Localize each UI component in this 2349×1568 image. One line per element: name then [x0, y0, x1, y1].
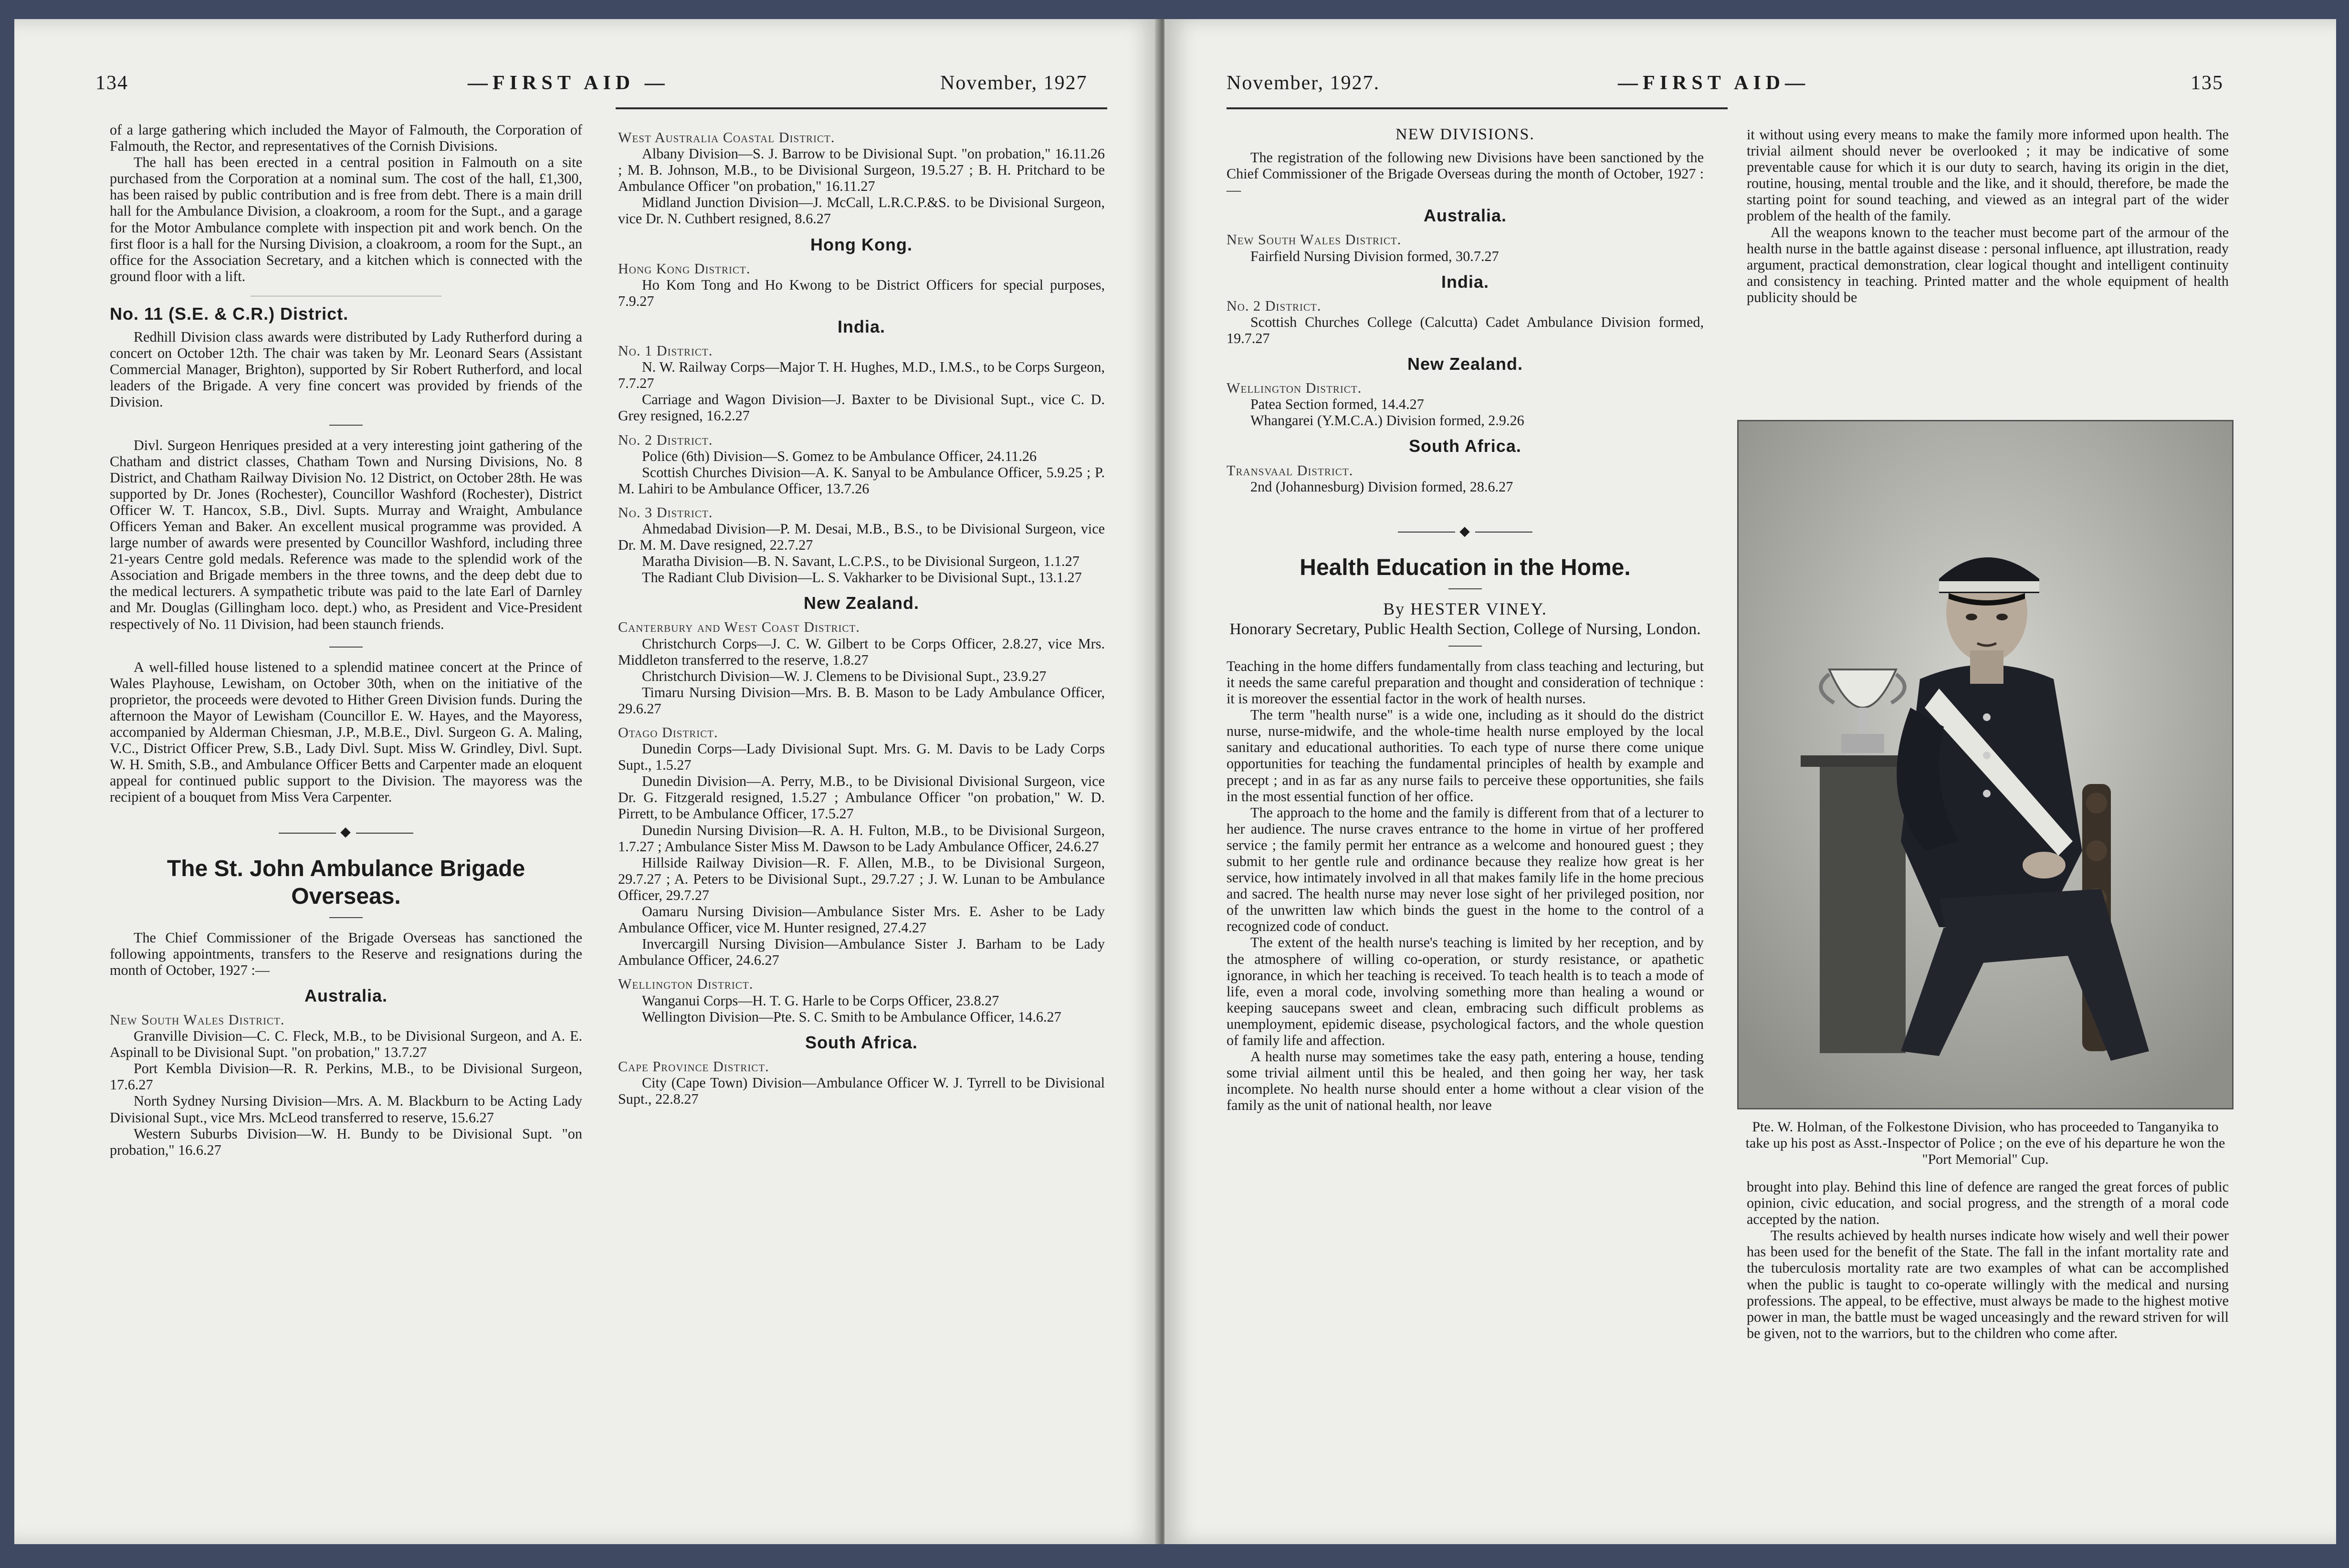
new-divisions-intro: The registration of the following new Divisions have been sanctioned by the Chief Commissioner of the Brigade Overseas during the month of October, 1927 :— [1227, 149, 1704, 199]
otago-district-label: Otago District. [618, 724, 718, 741]
no2-district-label: No. 2 District. [618, 431, 713, 448]
right-head-rule [1227, 107, 1728, 109]
cape-town-entry: City (Cape Town) Division—Ambulance Officer W. J. Tyrrell to be Divisional Supt., 22.8.27 [618, 1074, 1105, 1107]
lewisham-para: A well-filled house listened to a splendid matinee concert at the Prince of Wales Playhouse, Lewisham, on October 30th, when on the initiative of the proprietor, the proceeds were devoted to Hither Green Division funds. During the afternoon the Mayor of Lewisham (Councillor E. W. Hayes, and the Mayoress, accompanied by Alderman Chiesman, J.P., M.B.E., Divl. Surgeon G. A. Maling, V.C., District Officer Prew, S.B., Lady Divl. Supt. Miss W. Grindley, Divl. Supt. W. H. Smith, S.B., and Ambulance Officer Betts and Carpenter made an eloquent appeal for continued public support to the Division. The mayoress was the recipient of a bouquet from Miss Vera Carpenter. [110, 659, 582, 805]
left-column-1 [110, 122, 582, 1158]
author-byline: By HESTER VINEY. [1383, 599, 1547, 618]
wellington-district-label: Wellington District. [1227, 380, 1362, 397]
wa-district-label: West Australia Coastal District. [618, 129, 835, 146]
patea-entry: Patea Section formed, 14.4.27 [1250, 396, 1424, 413]
new-zealand-heading: New Zealand. [1407, 354, 1523, 374]
nw-railway-entry: N. W. Railway Corps—Major T. H. Hughes, M.D., I.M.S., to be Corps Surgeon, 7.7.27 [618, 359, 1105, 392]
falmouth-para-2: The hall has been erected in a central position in Falmouth on a site purchased from the Corporation at a nominal sum. The cost of the hall, £1,300, has been raised by public contribution and is free from debt. There is a main drill hall for the Ambulance Division, a cloakroom, a room for the Supt., and a garage for the Motor Ambulance complete with inspection pit and work bench. On the first floor is a hall for the Nursing Division, a cloakroom, a room for the Supt., an office for the Association Secretary, and a kitchen which is connected with the ground floor with a lift. [110, 154, 582, 284]
timaru-entry: Timaru Nursing Division—Mrs. B. B. Mason to be Lady Ambulance Officer, 29.6.27 [618, 684, 1105, 717]
nsw-district-label: New South Wales District. [1227, 231, 1402, 248]
left-page-number: 134 [95, 72, 128, 94]
falmouth-para-1: of a large gathering which included the Mayor of Falmouth, the Corporation of Falmouth, the Rector, and representatives of the Cornish Divisions. [110, 122, 582, 155]
article-para-1: Teaching in the home differs fundamentally from class teaching and lecturing, but it needs the same careful preparation and thought and consideration of technique : it is moreover the essential factor in the work of health nurses. [1227, 658, 1704, 707]
radiant-club-entry: The Radiant Club Division—L. S. Vakharker to be Divisional Supt., 13.1.27 [642, 569, 1082, 586]
new-zealand-heading: New Zealand. [803, 593, 920, 613]
ho-kom-tong-entry: Ho Kom Tong and Ho Kwong to be District Officers for special purposes, 7.9.27 [618, 276, 1105, 309]
christchurch-corps-entry: Christchurch Corps—J. C. W. Gilbert to be Corps Officer, 2.8.27, vice Mrs. Middleton transferred to the reserve, 1.8.27 [618, 635, 1105, 668]
carriage-wagon-entry: Carriage and Wagon Division—J. Baxter to be Divisional Supt., vice C. D. Grey resigned, 16.2.27 [618, 391, 1105, 424]
divider [329, 425, 363, 426]
left-column-2 [618, 122, 1105, 1107]
dunedin-corps-entry: Dunedin Corps—Lady Divisional Supt. Mrs. G. M. Davis to be Lady Corps Supt., 1.5.27 [618, 741, 1105, 774]
left-issue-date: November, 1927 [940, 72, 1088, 94]
article-para-4: The extent of the health nurse's teaching is limited by her reception, and by the atmosphere of willing co-operation, or sturdy resistance, or apathetic ignorance, in which her teaching is received. To teach health is to teach a mode of life, even a moral code, involving something more than healing a wound or keeping saucepans sweet and clean, embracing such difficult problems as unemployment, epidemic disease, psychological factors, and the whole question of family life and affection. [1227, 934, 1704, 1049]
author-role: Honorary Secretary, Public Health Section, College of Nursing, London. [1229, 620, 1701, 638]
article-continued-para-4: The results achieved by health nurses indicate how wisely and well their power has been used for the benefit of the State. The fall in the infant mortality rate and the tuberculosis mortality rate are two examples of what can be accomplished when the public is taught to co-operate willingly with the medical and nursing professions. The appeal, to be effective, must always be made to the highest motive power in man, the battle must be waged unceasingly and the reward striven for will be given, not to the warriors, but to the children who come after. [1747, 1227, 2229, 1341]
right-column-2-bottom [1747, 1179, 2229, 1341]
scottish-churches-entry: Scottish Churches Division—A. K. Sanyal to be Ambulance Officer, 5.9.25 ; P. M. Lahiri to be Ambulance Officer, 13.7.26 [618, 464, 1105, 497]
article-continued-para-3: brought into play. Behind this line of defence are ranged the great forces of public opinion, civic education, and social progress, and the strength of a moral code accepted by the nation. [1747, 1179, 2229, 1228]
police-entry: Police (6th) Division—S. Gomez to be Ambulance Officer, 24.11.26 [642, 448, 1037, 464]
district-heading: No. 11 (S.E. & C.R.) District. [110, 303, 349, 324]
ornament-divider: ◆ [1227, 523, 1704, 540]
divider [1448, 588, 1482, 589]
transvaal-district-label: Transvaal District. [1227, 462, 1353, 479]
hk-district-label: Hong Kong District. [618, 260, 751, 277]
right-column-1 [1227, 126, 1704, 1114]
oamaru-entry: Oamaru Nursing Division—Ambulance Sister Mrs. E. Asher to be Lady Ambulance Officer, vice M. Hunter resigned, 27.4.27 [618, 903, 1105, 936]
ornament-divider: ◆ [110, 824, 582, 840]
christchurch-division-entry: Christchurch Division—W. J. Clemens to be Divisional Supt., 23.9.27 [642, 668, 1047, 684]
article-para-3: The approach to the home and the family is different from that of a lecturer to her audience. The nurse craves entrance to the home in virtue of her proffered service ; the family permit her entrance as a welcome and honoured guest ; they submit to her gentle rule and ordinance because they realize how great is her service, how intimately involved in all that makes family life in the home precious and sacred. The health nurse may never lose sight of her privileged position, nor of the unwritten law which binds the guest in the home to the control of a recognized code of conduct. [1227, 804, 1704, 935]
wanganui-entry: Wanganui Corps—H. T. G. Harle to be Corps Officer, 23.8.27 [642, 992, 999, 1009]
left-running-title: —FIRST AID — [468, 72, 670, 94]
nsw-district-label: New South Wales District. [110, 1011, 285, 1028]
port-kembla-entry: Port Kembla Division—R. R. Perkins, M.B., to be Divisional Surgeon, 17.6.27 [110, 1060, 582, 1093]
north-sydney-entry: North Sydney Nursing Division—Mrs. A. M. Blackburn to be Acting Lady Divisional Supt., vice Mrs. McLeod transferred to reserve, 15.6.27 [110, 1093, 582, 1126]
granville-entry: Granville Division—C. C. Fleck, M.B., to be Divisional Surgeon, and A. E. Aspinall to be Divisional Supt. "on probation," 13.7.27 [110, 1028, 582, 1061]
overseas-article-title: The St. John Ambulance Brigade Overseas. [167, 856, 525, 909]
south-africa-heading: South Africa. [1409, 436, 1521, 456]
holman-photograph [1737, 420, 2234, 1109]
no3-district-label: No. 3 District. [618, 504, 713, 521]
divider [329, 647, 363, 648]
western-suburbs-entry: Western Suburbs Division—W. H. Bundy to be Divisional Supt. "on probation," 16.6.27 [110, 1125, 582, 1158]
wellington-district-label: Wellington District. [618, 976, 754, 993]
hillside-entry: Hillside Railway Division—R. F. Allen, M.B., to be Divisional Surgeon, 29.7.27 ; A. Peters to be Divisional Supt., 29.7.27 ; J. W. Lunan to be Ambulance Officer, 29.7.27 [618, 854, 1105, 903]
article-para-5: A health nurse may sometimes take the easy path, entering a house, tending some trivial ailment until this be healed, and then going her way, her task incomplete. No health nurse should enter a home without a clear vision of the family as the unit of national health, nor leave [1227, 1048, 1704, 1114]
divider [1448, 646, 1482, 647]
right-page-number: 135 [2191, 72, 2223, 94]
overseas-intro: The Chief Commissioner of the Brigade Overseas has sanctioned the following appointments, transfers to the Reserve and resignations during the month of October, 1927 :— [110, 929, 582, 978]
left-running-head [95, 72, 1107, 105]
right-column-2-top [1747, 126, 2229, 305]
photo-caption: Pte. W. Holman, of the Folkestone Division, who has proceeded to Tanganyika to take up his post as Asst.-Inspector of Police ; on the eve of his departure he won the "Port Memorial" Cup. [1745, 1119, 2225, 1167]
invercargill-entry: Invercargill Nursing Division—Ambulance Sister J. Barham to be Lady Ambulance Officer, 24.6.27 [618, 936, 1105, 969]
no1-district-label: No. 1 District. [618, 343, 713, 359]
johannesburg-entry: 2nd (Johannesburg) Division formed, 28.6.27 [1250, 478, 1513, 495]
article-continued-para-1: it without using every means to make the family more informed upon health. The trivial ailment should never be overlooked ; it may be indicative of some preventable cause for which it is our duty to search, having its origin in the diet, routine, housing, mental trouble and the like, and it should, therefore, be made the starting point for sound teaching, and viewed as an integral part of the wider problem of the health of the family. [1747, 126, 2229, 224]
new-divisions-heading: NEW DIVISIONS. [1395, 125, 1535, 143]
calcutta-entry: Scottish Churches College (Calcutta) Cadet Ambulance Division formed, 19.7.27 [1227, 314, 1704, 346]
wellington-division-entry: Wellington Division—Pte. S. C. Smith to be Ambulance Officer, 14.6.27 [642, 1008, 1061, 1025]
right-running-title: —FIRST AID— [1618, 72, 1810, 94]
redhill-para: Redhill Division class awards were distributed by Lady Rutherford during a concert on October 12th. The chair was taken by Mr. Leonard Sears (Assistant Commercial Manager, Brighton), supported by Sir Robert Rutherford, and local leaders of the Brigade. A very fine concert was provided by friends of the Division. [110, 329, 582, 410]
dunedin-division-entry: Dunedin Division—A. Perry, M.B., to be Divisional Divisional Surgeon, vice Dr. G. Fitzgerald resigned, 1.5.27 ; Ambulance Officer "on probation," W. D. Pirrett, to be Ambulance Officer, 17.5.27 [618, 773, 1105, 822]
chatham-para: Divl. Surgeon Henriques presided at a very interesting joint gathering of the Chatham and district classes, Chatham Town and Nursing Divisions, No. 8 District, and Chatham Railway Division No. 12 District, on October 28th. He was supported by Dr. Jones (Rochester), Councillor Washford (Rochester), District Officer W. T. Hancox, S.B., Divl. Supts. Murray and Wraight, Ambulance Officers Yeman and Baker. An excellent musical programme was provided. A large number of awards were presented by Councillor Washford, including three 21-years Centre gold medals. Reference was made to the splendid work of the Association and Brigade members in the three towns, and the deep debt due to the medical lecturers. A sympathetic tribute was paid to the late Earl of Darnley and Mr. Douglas (Gillingham loco. dept.) who, as President and Vice-President respectively of No. 11 Division, had been staunch friends. [110, 437, 582, 632]
article-para-2: The term "health nurse" is a wide one, including as it should do the district nurse, nurse-midwife, and the whole-time health nurse employed by the local sanitary and educational authorities. To each type of nurse there come unique opportunities for teaching the fundamental principles of health by example and precept ; and in as far as any nurse fails to perceive these opportunities, she fails in the most essential function of her office. [1227, 707, 1704, 805]
ahmedabad-entry: Ahmedabad Division—P. M. Desai, M.B., B.S., to be Divisional Surgeon, vice Dr. M. M. Dave resigned, 22.7.27 [618, 520, 1105, 554]
india-heading: India. [1441, 272, 1489, 292]
australia-heading: Australia. [1423, 206, 1507, 226]
right-issue-date: November, 1927. [1227, 72, 1380, 94]
canterbury-district-label: Canterbury and West Coast District. [618, 619, 860, 636]
albany-entry: Albany Division—S. J. Barrow to be Divisional Supt. "on probation," 16.11.26 ; M. B. Johnson, M.B., to be Divisional Surgeon, 19.5.27 ; B. H. Pritchard to be Ambulance Officer "on probation," 16.11.27 [618, 146, 1105, 195]
left-head-rule [616, 107, 1107, 109]
right-running-head [1227, 72, 2229, 105]
south-africa-heading: South Africa. [805, 1032, 918, 1052]
no2-district-label: No. 2 District. [1227, 297, 1321, 314]
health-article-title: Health Education in the Home. [1300, 554, 1631, 580]
fairfield-entry: Fairfield Nursing Division formed, 30.7.27 [1250, 248, 1499, 264]
whangarei-entry: Whangarei (Y.M.C.A.) Division formed, 2.9.26 [1250, 412, 1524, 429]
divider [329, 917, 363, 918]
midland-entry: Midland Junction Division—J. McCall, L.R.C.P.&S. to be Divisional Surgeon, vice Dr. N. Cuthbert resigned, 8.6.27 [618, 194, 1105, 227]
india-heading: India. [837, 316, 885, 336]
cape-district-label: Cape Province District. [618, 1058, 769, 1075]
hong-kong-heading: Hong Kong. [810, 234, 912, 254]
australia-heading: Australia. [304, 985, 388, 1005]
uniformed-man-portrait-icon [1739, 421, 2234, 1109]
article-continued-para-2: All the weapons known to the teacher must become part of the armour of the health nurse in the battle against disease : personal influence, apt illustration, ready argument, practical demonstration, clear logical thought and intelligent continuity and consistency in teaching. Printed matter and the whole equipment of health publicity should be [1747, 224, 2229, 305]
maratha-entry: Maratha Division—B. N. Savant, L.C.P.S., to be Divisional Surgeon, 1.1.27 [642, 553, 1080, 570]
dunedin-nursing-entry: Dunedin Nursing Division—R. A. H. Fulton, M.B., to be Divisional Surgeon, 1.7.27 ; Ambulance Sister Miss M. Dawson to be Lady Ambulance Officer, 24.6.27 [618, 822, 1105, 855]
